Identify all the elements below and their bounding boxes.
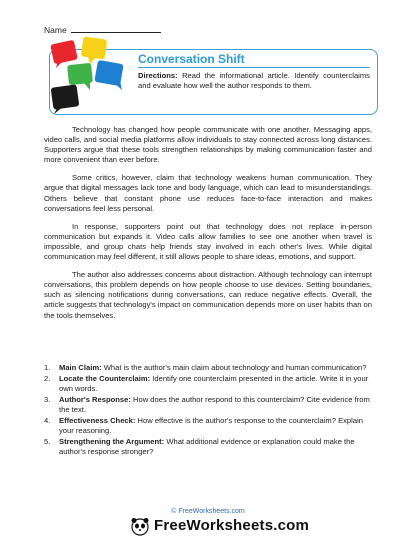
black-bubble-icon xyxy=(51,84,80,114)
question-text: What is the author's main claim about technology and human communication? xyxy=(103,363,367,372)
copyright-link[interactable]: © FreeWorksheets.com xyxy=(171,508,245,515)
article xyxy=(44,125,372,329)
question-text: How does the author respond to this counterclaim? Cite evidence from the text. xyxy=(59,395,370,414)
question-item xyxy=(44,395,374,415)
question-item xyxy=(44,437,374,457)
question-label: Main Claim: xyxy=(59,363,102,372)
article-paragraph: In response, supporters point out that technology does not replace in-person communication but expands it. Video calls allow families to see one another when travel is impossible, and group chats help friends stay involved in each other's lives. While digital communication may feel different, it still allows people to share ideas, emotions, and support. xyxy=(44,221,372,262)
question-number: 5. xyxy=(44,437,51,446)
name-field xyxy=(44,24,161,35)
question-number: 1. xyxy=(44,363,51,372)
speech-bubbles-icon xyxy=(44,36,134,116)
directions xyxy=(138,71,370,91)
worksheet-title: Conversation Shift xyxy=(138,52,245,66)
question-label: Strengthening the Argument: xyxy=(59,437,165,446)
panda-icon xyxy=(130,516,150,536)
question-number: 4. xyxy=(44,416,51,425)
article-paragraph: Some critics, however, claim that technology weakens human communication. They argue that digital messages lack tone and body language, which can lead to misunderstandings. Others believe that constant phone use reduces face-to-face interaction and makes conversations feel less personal. xyxy=(44,173,372,213)
blue-bubble-icon xyxy=(94,60,123,90)
question-item xyxy=(44,374,374,394)
question-number: 2. xyxy=(44,374,51,383)
question-text: What additional evidence or explanation could make the author's response stronger? xyxy=(59,437,355,456)
question-list xyxy=(44,363,374,458)
freeworksheets-logo xyxy=(130,516,330,536)
red-bubble-icon xyxy=(50,40,78,68)
question-number: 3. xyxy=(44,395,51,404)
question-text: Identify one counterclaim presented in the article. Write it in your own words. xyxy=(59,374,369,393)
question-label: Locate the Counterclaim: xyxy=(59,374,151,383)
article-paragraph: Technology has changed how people communicate with one another. Messaging apps, video calls, and social media platforms allow individuals to stay connected across long distances. Supporters argue that these tools strengthen relationships by making communication faster and more convenient than ever before. xyxy=(44,125,372,165)
question-text: How effective is the author's response to the counterclaim? Explain your reasoning. xyxy=(59,416,363,435)
article-paragraph: The author also addresses concerns about distraction. Although technology can interrupt conversations, this problem depends on how people choose to use devices. Setting boundaries, such as silencing notifications during conversations, can reduce negative effects. Overall, the article suggests that technology's impact on communication depends more on user habits than on the tools themselves. xyxy=(44,270,372,320)
name-blank-line[interactable] xyxy=(71,24,161,33)
name-label: Name xyxy=(44,25,67,35)
directions-text: Read the informational article. Identify counterclaims and evaluate how well the author responds to them. xyxy=(138,71,370,91)
yellow-bubble-icon xyxy=(81,36,108,64)
question-item xyxy=(44,416,374,436)
question-item xyxy=(44,363,374,373)
title-divider xyxy=(138,67,370,68)
question-label: Effectiveness Check: xyxy=(59,416,136,425)
logo-text: FreeWorksheets.com xyxy=(154,517,310,534)
question-label: Author's Response: xyxy=(59,395,131,404)
directions-label: Directions: xyxy=(138,71,178,80)
